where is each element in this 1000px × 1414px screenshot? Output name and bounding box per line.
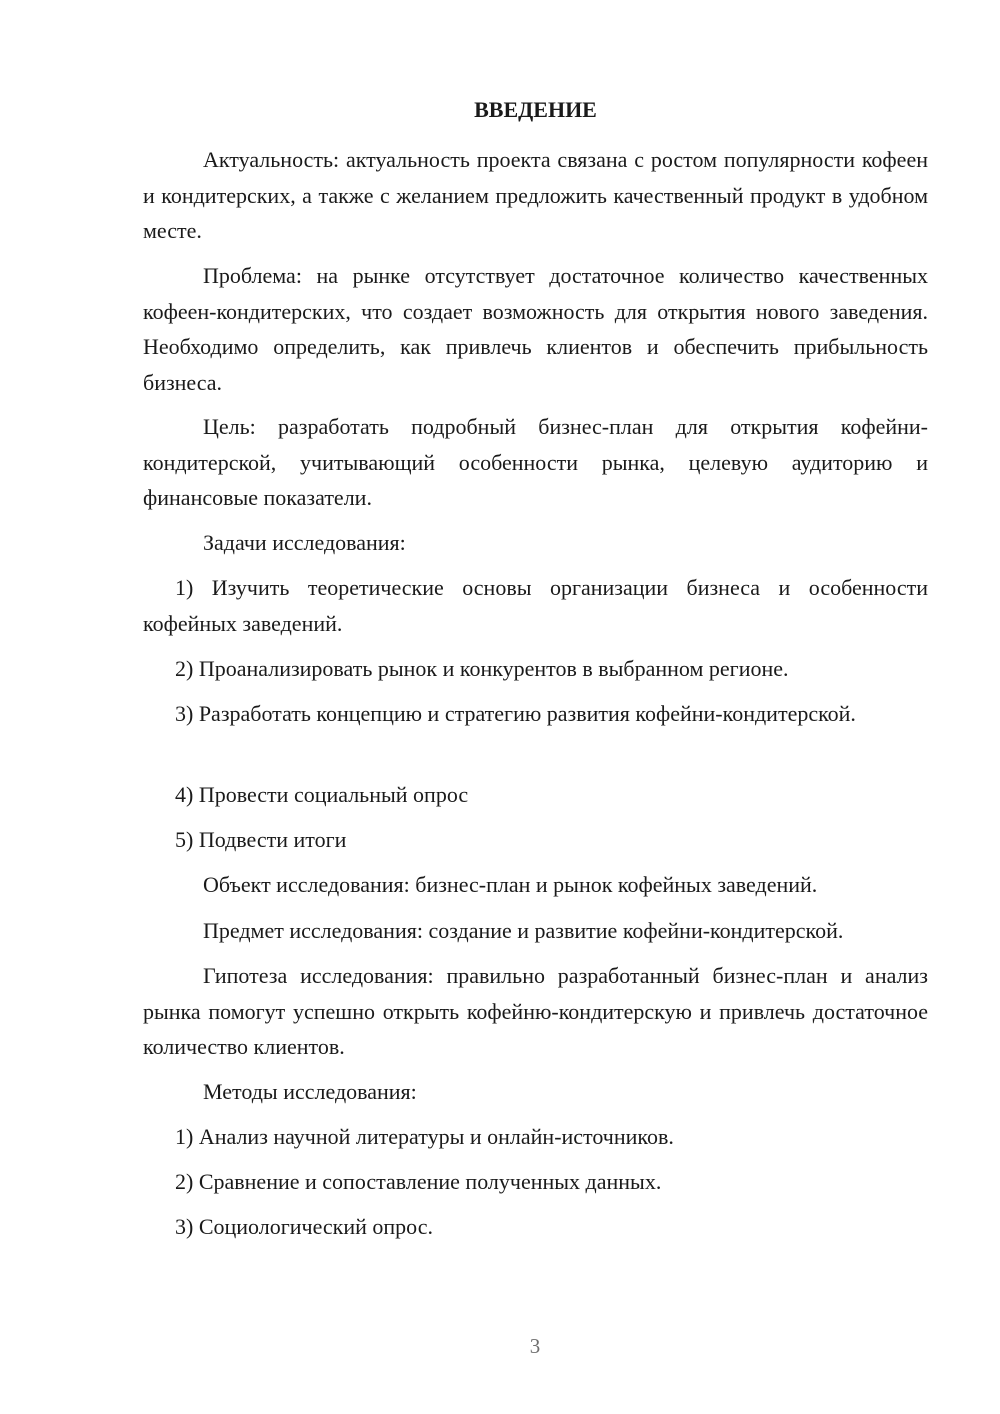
- method-item-2: 2) Сравнение и сопоставление полученных данных.: [175, 1169, 662, 1194]
- section-title: ВВЕДЕНИЕ: [474, 97, 597, 122]
- task-item-5: 5) Подвести итоги: [175, 827, 347, 852]
- method-item-3: 3) Социологический опрос.: [175, 1214, 433, 1239]
- method-item-1: 1) Анализ научной литературы и онлайн-источников.: [175, 1124, 674, 1149]
- tasks-heading: Задачи исследования:: [203, 530, 406, 555]
- object-paragraph: Объект исследования: бизнес-план и рынок кофейных заведений.: [203, 872, 818, 897]
- problem-paragraph: Проблема: на рынке отсутствует достаточное количество качественных кофеен-кондитерских, что создает возможность для открытия нового заведения. Необходимо определить, как привлечь клиентов и обеспечить прибыльность бизнеса.: [143, 263, 928, 395]
- subject-paragraph: Предмет исследования: создание и развитие кофейни-кондитерской.: [203, 918, 844, 943]
- task-item-2: 2) Проанализировать рынок и конкурентов в выбранном регионе.: [175, 656, 789, 681]
- goal-paragraph: Цель: разработать подробный бизнес-план для открытия кофейни-кондитерской, учитывающий особенности рынка, целевую аудиторию и финансовые показатели.: [143, 414, 928, 510]
- task-item-4: 4) Провести социальный опрос: [175, 782, 469, 807]
- task-item-3: 3) Разработать концепцию и стратегию развития кофейни-кондитерской.: [175, 701, 856, 726]
- hypothesis-paragraph: Гипотеза исследования: правильно разработанный бизнес-план и анализ рынка помогут успешно открыть кофейню-кондитерскую и привлечь достаточное количество клиентов.: [143, 963, 928, 1059]
- page-number: 3: [529, 1334, 541, 1358]
- relevance-paragraph: Актуальность: актуальность проекта связана с ростом популярности кофеен и кондитерских, а также с желанием предложить качественный продукт в удобном месте.: [143, 147, 928, 243]
- task-item-1: 1) Изучить теоретические основы организации бизнеса и особенности кофейных заведений.: [143, 575, 928, 636]
- methods-heading: Методы исследования:: [203, 1079, 417, 1104]
